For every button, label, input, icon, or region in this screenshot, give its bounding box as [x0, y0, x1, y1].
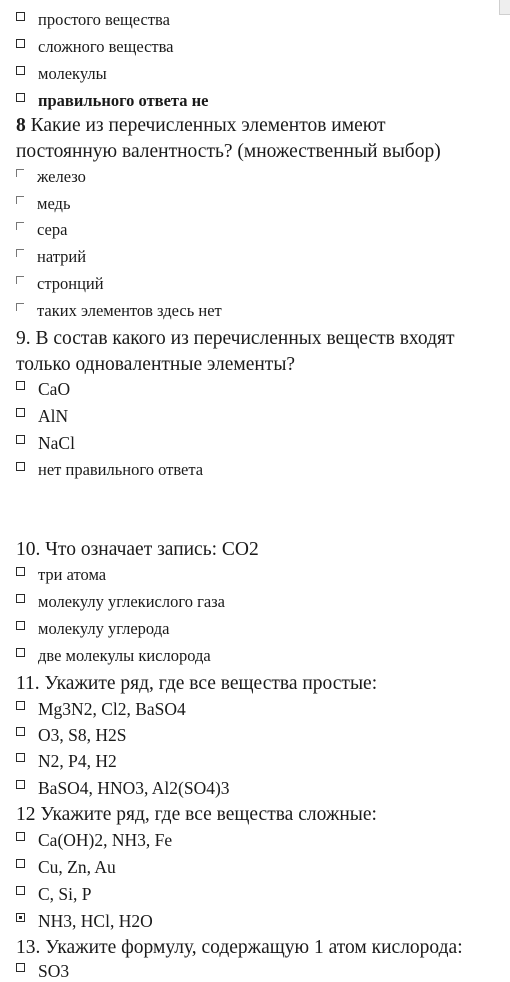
q7-option-2[interactable]: [16, 36, 174, 58]
checkbox-checked-icon[interactable]: [16, 913, 25, 922]
q9-option-4[interactable]: [16, 459, 203, 481]
scrollbar-corner[interactable]: [499, 0, 510, 15]
q12-option-1-label: Ca(OH)2, NH3, Fe: [38, 829, 173, 850]
q9-option-4-label: нет правильного ответа: [38, 460, 204, 479]
q8-option-5[interactable]: [16, 273, 104, 295]
q11-option-3[interactable]: [16, 750, 117, 772]
q13-question: [16, 935, 506, 961]
q7-option-1-label: простого вещества: [38, 10, 170, 29]
q8-question: [16, 113, 506, 165]
q10-option-3-label: молекулу углерода: [38, 619, 170, 638]
q10-option-4[interactable]: [16, 645, 211, 667]
checkbox-icon[interactable]: [16, 859, 25, 868]
checkbox-icon[interactable]: [16, 435, 25, 444]
q10-question: [16, 537, 506, 563]
q12-question: [16, 802, 506, 828]
q12-option-3[interactable]: [16, 883, 92, 905]
q10-text: 10. Что означает запись: CO2: [16, 539, 259, 560]
checkbox-icon[interactable]: [16, 276, 24, 284]
q7-option-3-label: молекулы: [38, 64, 107, 83]
q12-option-4-label: NH3, HCl, H2O: [38, 910, 153, 931]
q11-question: [16, 671, 506, 697]
checkbox-icon[interactable]: [16, 303, 24, 311]
q8-option-3[interactable]: [16, 219, 67, 241]
q9-option-2[interactable]: [16, 405, 68, 427]
q9-option-2-label: AlN: [38, 405, 69, 426]
q8-option-2-label: медь: [37, 194, 71, 213]
q13-option-1-label: SO3: [38, 960, 70, 981]
checkbox-icon[interactable]: [16, 408, 25, 417]
q12-text: 12 Укажите ряд, где все вещества сложные:: [16, 804, 377, 825]
checkbox-icon[interactable]: [16, 39, 25, 48]
checkbox-icon[interactable]: [16, 727, 25, 736]
q8-text-line1: Какие из перечисленных элементов имеют: [25, 115, 386, 136]
q11-text: 11. Укажите ряд, где все вещества простые:: [16, 673, 378, 694]
q9-option-1[interactable]: [16, 378, 70, 400]
q8-option-5-label: стронций: [37, 274, 104, 293]
q10-option-2-label: молекулу углекислого газа: [38, 592, 226, 611]
q8-option-6[interactable]: [16, 300, 222, 322]
q9-text-line1: 9. В состав какого из перечисленных веществ входят: [16, 328, 455, 349]
q8-option-1-label: железо: [37, 167, 86, 186]
q7-option-4[interactable]: [16, 90, 208, 112]
checkbox-icon[interactable]: [16, 780, 25, 789]
checkbox-icon[interactable]: [16, 701, 25, 710]
q9-option-3[interactable]: [16, 432, 75, 454]
checkbox-icon[interactable]: [16, 462, 25, 471]
checkbox-icon[interactable]: [16, 621, 25, 630]
q8-option-4-label: натрий: [37, 247, 87, 266]
q12-option-3-label: C, Si, P: [38, 883, 92, 904]
q8-option-6-label: таких элементов здесь нет: [37, 301, 222, 320]
q12-option-2-label: Cu, Zn, Au: [38, 856, 116, 877]
q11-option-1-label: Mg3N2, Cl2, BaSO4: [38, 698, 186, 719]
checkbox-icon[interactable]: [16, 648, 25, 657]
q11-option-4-label: BaSO4, HNO3, Al2(SO4)3: [38, 777, 230, 798]
checkbox-icon[interactable]: [16, 12, 25, 21]
q10-option-2[interactable]: [16, 591, 225, 613]
q10-option-1[interactable]: [16, 564, 106, 586]
q11-option-2-label: O3, S8, H2S: [38, 724, 127, 745]
q13-text: 13. Укажите формулу, содержащую 1 атом кислорода:: [16, 937, 463, 958]
q8-text-line2: постоянную валентность? (множественный выбор): [16, 141, 441, 162]
q9-text-line2: только одновалентные элементы?: [16, 354, 296, 375]
q8-number: 8: [16, 115, 26, 136]
q7-option-1[interactable]: [16, 9, 170, 31]
checkbox-icon[interactable]: [16, 249, 24, 257]
q10-option-4-label: две молекулы кислорода: [38, 646, 211, 665]
q9-option-3-label: NaCl: [38, 432, 75, 453]
q12-option-1[interactable]: [16, 829, 172, 851]
checkbox-icon[interactable]: [16, 963, 25, 972]
q11-option-4[interactable]: [16, 777, 230, 799]
checkbox-icon[interactable]: [16, 381, 25, 390]
q12-option-2[interactable]: [16, 856, 116, 878]
checkbox-icon[interactable]: [16, 832, 25, 841]
q8-option-4[interactable]: [16, 246, 86, 268]
q7-option-2-label: сложного вещества: [38, 37, 174, 56]
q8-option-1[interactable]: [16, 166, 86, 188]
q7-option-3[interactable]: [16, 63, 107, 85]
checkbox-icon[interactable]: [16, 594, 25, 603]
q7-option-4-label: правильного ответа не: [38, 91, 209, 110]
checkbox-icon[interactable]: [16, 567, 25, 576]
q11-option-2[interactable]: [16, 724, 127, 746]
q9-option-1-label: CaO: [38, 378, 71, 399]
q11-option-1[interactable]: [16, 698, 186, 720]
checkbox-icon[interactable]: [16, 886, 25, 895]
checkbox-icon[interactable]: [16, 196, 24, 204]
q9-question: [16, 326, 506, 378]
q8-option-3-label: сера: [37, 220, 68, 239]
q10-option-1-label: три атома: [38, 565, 107, 584]
q10-option-3[interactable]: [16, 618, 169, 640]
checkbox-icon[interactable]: [16, 222, 24, 230]
checkbox-icon[interactable]: [16, 66, 25, 75]
q11-option-3-label: N2, P4, H2: [38, 750, 117, 771]
q12-option-4[interactable]: [16, 910, 153, 932]
checkbox-icon[interactable]: [16, 169, 24, 177]
checkbox-icon[interactable]: [16, 753, 25, 762]
q8-option-2[interactable]: [16, 193, 70, 215]
checkbox-icon[interactable]: [16, 93, 25, 102]
